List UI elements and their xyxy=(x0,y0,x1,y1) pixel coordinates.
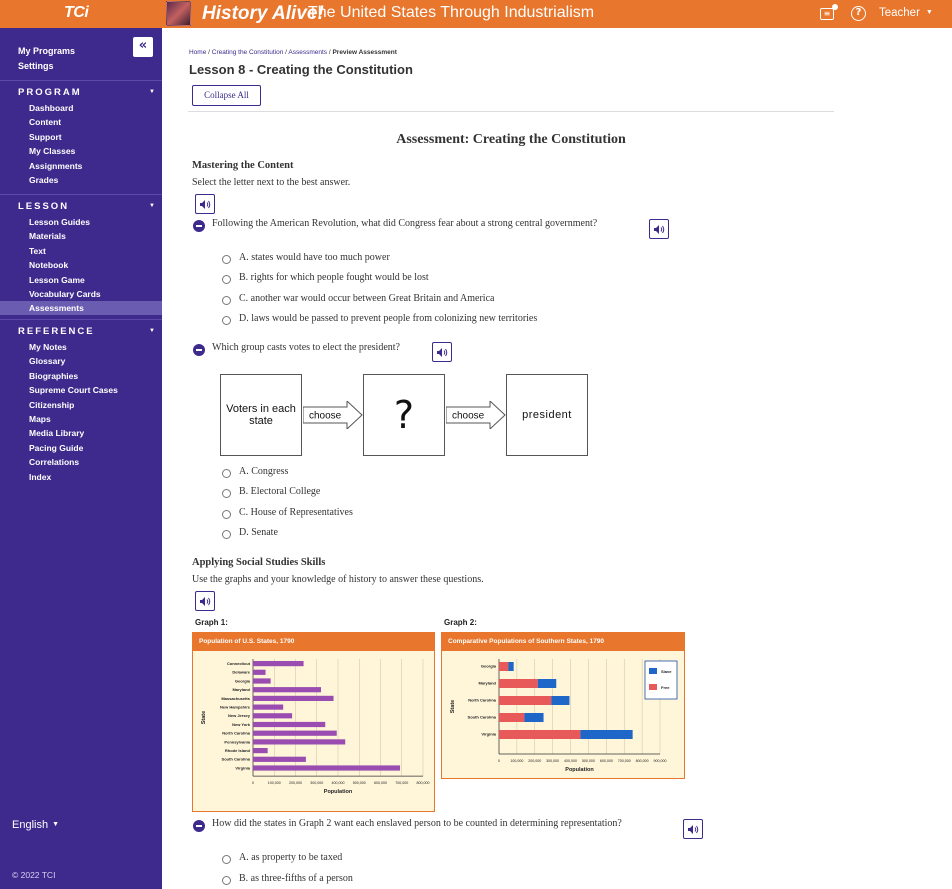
legend-swatch xyxy=(649,684,657,690)
x-tick-label: 300,000 xyxy=(546,759,560,763)
legend-swatch xyxy=(649,668,657,674)
audio-button[interactable] xyxy=(195,591,215,611)
y-axis-label: State xyxy=(201,710,207,725)
sidebar-section-heading[interactable]: PROGRAM xyxy=(18,87,82,98)
flow-box-unknown: ? xyxy=(363,374,445,456)
answer-radio[interactable] xyxy=(222,255,231,264)
x-axis-label: Population xyxy=(565,767,594,773)
answer-option-text[interactable]: D. Senate xyxy=(239,526,278,538)
sidebar-item-materials[interactable]: Materials xyxy=(29,231,66,242)
x-tick-label: 900,000 xyxy=(653,759,667,763)
answer-option-text[interactable]: A. as property to be taxed xyxy=(239,852,343,863)
course-title: The United States Through Industrialism xyxy=(308,4,595,21)
bar xyxy=(253,765,400,770)
category-label: Georgia xyxy=(234,678,250,684)
sidebar-section-program xyxy=(0,80,162,185)
bar-free xyxy=(499,730,580,739)
chevron-down-icon[interactable]: ▼ xyxy=(149,328,155,334)
sidebar-item-correlations[interactable]: Correlations xyxy=(29,457,80,468)
category-label: North Carolina xyxy=(468,697,496,703)
assessment-title: Assessment: Creating the Constitution xyxy=(396,132,626,147)
x-tick-label: 300,000 xyxy=(310,781,324,786)
graph-2 xyxy=(441,632,685,779)
sidebar-item-text[interactable]: Text xyxy=(29,245,46,256)
language-selector[interactable] xyxy=(12,819,59,831)
legend-label: Free xyxy=(661,685,670,690)
category-label: Pennsylvania xyxy=(224,739,250,745)
sidebar-item-glossary[interactable]: Glossary xyxy=(29,356,66,367)
graph-2-plot xyxy=(442,651,684,778)
answer-option-text[interactable]: A. states would have too much power xyxy=(239,252,390,263)
bar xyxy=(253,705,283,710)
category-label: South Carolina xyxy=(221,756,250,762)
category-label: Rhode Island xyxy=(224,748,250,753)
brand-title: History Alive! xyxy=(202,3,324,24)
audio-button[interactable] xyxy=(195,194,215,214)
flow-arrow-label-2: choose xyxy=(452,410,485,422)
bar-free xyxy=(499,679,538,688)
user-menu[interactable] xyxy=(879,7,933,19)
question-collapse-toggle[interactable] xyxy=(193,344,205,356)
speaker-icon xyxy=(688,825,699,834)
x-tick-label: 400,000 xyxy=(331,781,345,786)
answer-option-text[interactable]: B. as three-fifths of a person xyxy=(239,872,353,884)
category-label: Maryland xyxy=(232,687,250,693)
answer-radio[interactable] xyxy=(222,855,231,864)
question-1-audio-button[interactable] xyxy=(649,219,669,239)
bar xyxy=(253,661,304,666)
sidebar-item-assessments[interactable]: Assessments xyxy=(0,301,162,315)
answer-option-text[interactable]: D. laws would be passed to prevent people from colonizing new territories xyxy=(239,312,538,324)
speaker-icon xyxy=(200,597,211,606)
bar-free xyxy=(499,713,524,722)
question-3-text: How did the states in Graph 2 want each enslaved person to be counted in determining representation? xyxy=(212,818,622,829)
notification-icon[interactable]: ≡ xyxy=(820,8,834,20)
answer-option-text[interactable]: C. House of Representatives xyxy=(239,506,353,518)
answer-radio[interactable] xyxy=(222,510,231,519)
x-tick-label: 400,000 xyxy=(564,759,578,763)
sidebar-section-heading[interactable]: REFERENCE xyxy=(18,326,95,337)
bar xyxy=(253,722,325,727)
category-label: Virginia xyxy=(481,731,496,737)
bar-slave xyxy=(580,730,632,739)
help-icon[interactable]: ? xyxy=(851,6,866,21)
x-tick-label: 0 xyxy=(252,781,254,786)
x-tick-label: 700,000 xyxy=(395,781,409,786)
answer-radio[interactable] xyxy=(222,469,231,478)
category-label: South Carolina xyxy=(467,714,496,720)
tci-logo[interactable]: TCi xyxy=(64,4,89,21)
flow-arrow-choose-2 xyxy=(446,401,506,429)
sidebar-item-lesson-guides[interactable]: Lesson Guides xyxy=(29,217,90,227)
graph-1-plot xyxy=(193,651,434,811)
bar xyxy=(253,670,266,675)
question-2-audio-button[interactable] xyxy=(432,342,452,362)
bar xyxy=(253,696,334,701)
answer-option-text[interactable]: B. Electoral College xyxy=(239,486,321,498)
divider xyxy=(188,111,834,112)
question-collapse-toggle[interactable] xyxy=(193,820,205,832)
bar-slave xyxy=(551,696,569,705)
graph-1 xyxy=(192,632,435,812)
x-tick-label: 600,000 xyxy=(374,781,387,786)
collapse-all-button[interactable]: Collapse All xyxy=(192,85,261,106)
sidebar-link-my-programs[interactable]: My Programs xyxy=(18,46,76,56)
user-name: Teacher xyxy=(879,7,920,19)
sidebar-item-vocabulary-cards[interactable]: Vocabulary Cards xyxy=(29,289,101,299)
chevron-down-icon: ▼ xyxy=(52,821,60,828)
bar-slave xyxy=(524,713,543,722)
bar xyxy=(253,748,268,753)
sidebar-item-index[interactable]: Index xyxy=(29,471,52,482)
category-label: Massachusetts xyxy=(221,695,250,701)
page-title: Lesson 8 - Creating the Constitution xyxy=(189,62,413,77)
section-instruction: Select the letter next to the best answer. xyxy=(192,177,351,188)
breadcrumb-home[interactable]: Home xyxy=(189,49,207,56)
category-label: Maryland xyxy=(478,680,496,686)
answer-radio[interactable] xyxy=(222,530,231,539)
answer-radio[interactable] xyxy=(222,275,231,284)
x-tick-label: 100,000 xyxy=(267,781,281,786)
sidebar-item-citizenship[interactable]: Citizenship xyxy=(29,399,75,410)
legend-box xyxy=(645,661,677,699)
speaker-icon xyxy=(437,348,448,357)
x-tick-label: 800,000 xyxy=(416,781,430,786)
x-tick-label: 200,000 xyxy=(528,759,542,763)
chevron-down-icon[interactable]: ▼ xyxy=(149,203,155,209)
sidebar-item-support[interactable]: Support xyxy=(29,131,62,142)
speaker-icon xyxy=(200,200,211,209)
category-label: North Carolina xyxy=(222,730,250,736)
bar xyxy=(253,678,271,683)
x-tick-label: 700,000 xyxy=(617,759,631,763)
question-2-text: Which group casts votes to elect the president? xyxy=(212,342,400,353)
question-1-text: Following the American Revolution, what did Congress fear about a strong central government? xyxy=(212,218,598,229)
sidebar-item-notebook[interactable]: Notebook xyxy=(29,260,69,271)
answer-radio[interactable] xyxy=(222,316,231,325)
graph-2-title: Comparative Populations of Southern States, 1790 xyxy=(442,633,684,651)
sidebar-item-maps[interactable]: Maps xyxy=(29,414,51,424)
x-tick-label: 0 xyxy=(498,759,500,763)
sidebar-item-my-classes[interactable]: My Classes xyxy=(29,146,76,157)
sidebar-item-lesson-game[interactable]: Lesson Game xyxy=(29,274,85,285)
graph-1-label: Graph 1: xyxy=(195,618,228,627)
sidebar-item-my-notes[interactable]: My Notes xyxy=(29,342,67,352)
section-heading-mastering: Mastering the Content xyxy=(192,160,294,171)
flow-arrow-label-1: choose xyxy=(309,410,342,422)
category-label: New Hampshire xyxy=(219,704,250,710)
bar xyxy=(253,757,306,762)
chevron-down-icon: ▼ xyxy=(925,9,933,16)
category-label: New York xyxy=(232,721,250,727)
breadcrumb-assessments[interactable]: Assessments xyxy=(288,49,328,56)
category-label: Delaware xyxy=(232,669,250,675)
answer-radio[interactable] xyxy=(222,296,231,305)
graph-1-title: Population of U.S. States, 1790 xyxy=(193,633,434,651)
breadcrumb: Home / Creating the Constitution / Assessments / Preview Assessment xyxy=(189,49,397,56)
speaker-icon xyxy=(654,225,665,234)
sidebar-item-assignments[interactable]: Assignments xyxy=(29,160,83,171)
answer-option-text[interactable]: A. Congress xyxy=(239,466,289,477)
language-label: English xyxy=(12,819,49,831)
answer-option-text[interactable]: B. rights for which people fought would be lost xyxy=(239,272,429,284)
x-tick-label: 600,000 xyxy=(599,759,613,763)
category-label: Connecticut xyxy=(226,661,250,666)
sidebar-item-biographies[interactable]: Biographies xyxy=(29,370,79,381)
x-tick-label: 500,000 xyxy=(352,781,366,786)
sidebar-item-dashboard[interactable]: Dashboard xyxy=(29,103,74,113)
bar xyxy=(253,731,337,736)
x-tick-label: 100,000 xyxy=(510,759,524,763)
category-label: New Jersey xyxy=(227,713,250,719)
sidebar-item-supreme-court-cases[interactable]: Supreme Court Cases xyxy=(29,385,118,396)
category-label: Georgia xyxy=(480,663,496,669)
chevron-down-icon[interactable]: ▼ xyxy=(149,89,155,95)
breadcrumb-current: Preview Assessment xyxy=(332,49,397,56)
sidebar xyxy=(0,28,162,889)
book-cover-thumbnail[interactable] xyxy=(166,1,191,26)
chart-legend xyxy=(645,661,677,699)
section-heading-skills: Applying Social Studies Skills xyxy=(192,557,326,568)
flow-arrow-choose-1 xyxy=(303,401,363,429)
x-tick-label: 200,000 xyxy=(289,781,302,786)
sidebar-item-grades[interactable]: Grades xyxy=(29,175,59,185)
x-axis-label: Population xyxy=(323,789,353,796)
question-3-audio-button[interactable] xyxy=(683,819,703,839)
bar-slave xyxy=(538,679,556,688)
copyright: © 2022 TCI xyxy=(12,870,56,880)
category-label: Virginia xyxy=(235,765,250,771)
sidebar-section-lesson xyxy=(0,194,162,314)
bar-free xyxy=(499,696,551,705)
y-axis-label: State xyxy=(450,699,456,714)
bar xyxy=(253,739,345,744)
double-chevron-left-icon: « xyxy=(138,38,148,53)
flow-box-voters: Voters in each state xyxy=(220,374,302,456)
bar-free xyxy=(499,662,508,671)
sidebar-item-pacing-guide[interactable]: Pacing Guide xyxy=(29,442,84,453)
x-tick-label: 800,000 xyxy=(635,759,649,763)
sidebar-link-settings[interactable]: Settings xyxy=(18,61,54,71)
bar-slave xyxy=(508,662,513,671)
top-bar xyxy=(0,0,952,28)
sidebar-section-heading[interactable]: LESSON xyxy=(18,201,70,212)
answer-option-text[interactable]: C. another war would occur between Great Britain and America xyxy=(239,292,495,304)
breadcrumb-lesson[interactable]: Creating the Constitution xyxy=(211,49,284,56)
collapse-sidebar-button[interactable] xyxy=(133,37,153,57)
question-collapse-toggle[interactable] xyxy=(193,220,205,232)
answer-radio[interactable] xyxy=(222,489,231,498)
bar xyxy=(253,687,321,692)
sidebar-section-reference xyxy=(0,319,162,482)
graph-2-label: Graph 2: xyxy=(444,618,477,627)
x-tick-label: 500,000 xyxy=(581,759,595,763)
sidebar-item-content[interactable]: Content xyxy=(29,117,62,128)
legend-label: Slave xyxy=(661,669,672,674)
section-instruction-skills: Use the graphs and your knowledge of history to answer these questions. xyxy=(192,574,484,585)
answer-radio[interactable] xyxy=(222,876,231,885)
sidebar-item-media-library[interactable]: Media Library xyxy=(29,428,85,439)
flow-box-president: president xyxy=(506,374,588,456)
bar xyxy=(253,713,292,718)
